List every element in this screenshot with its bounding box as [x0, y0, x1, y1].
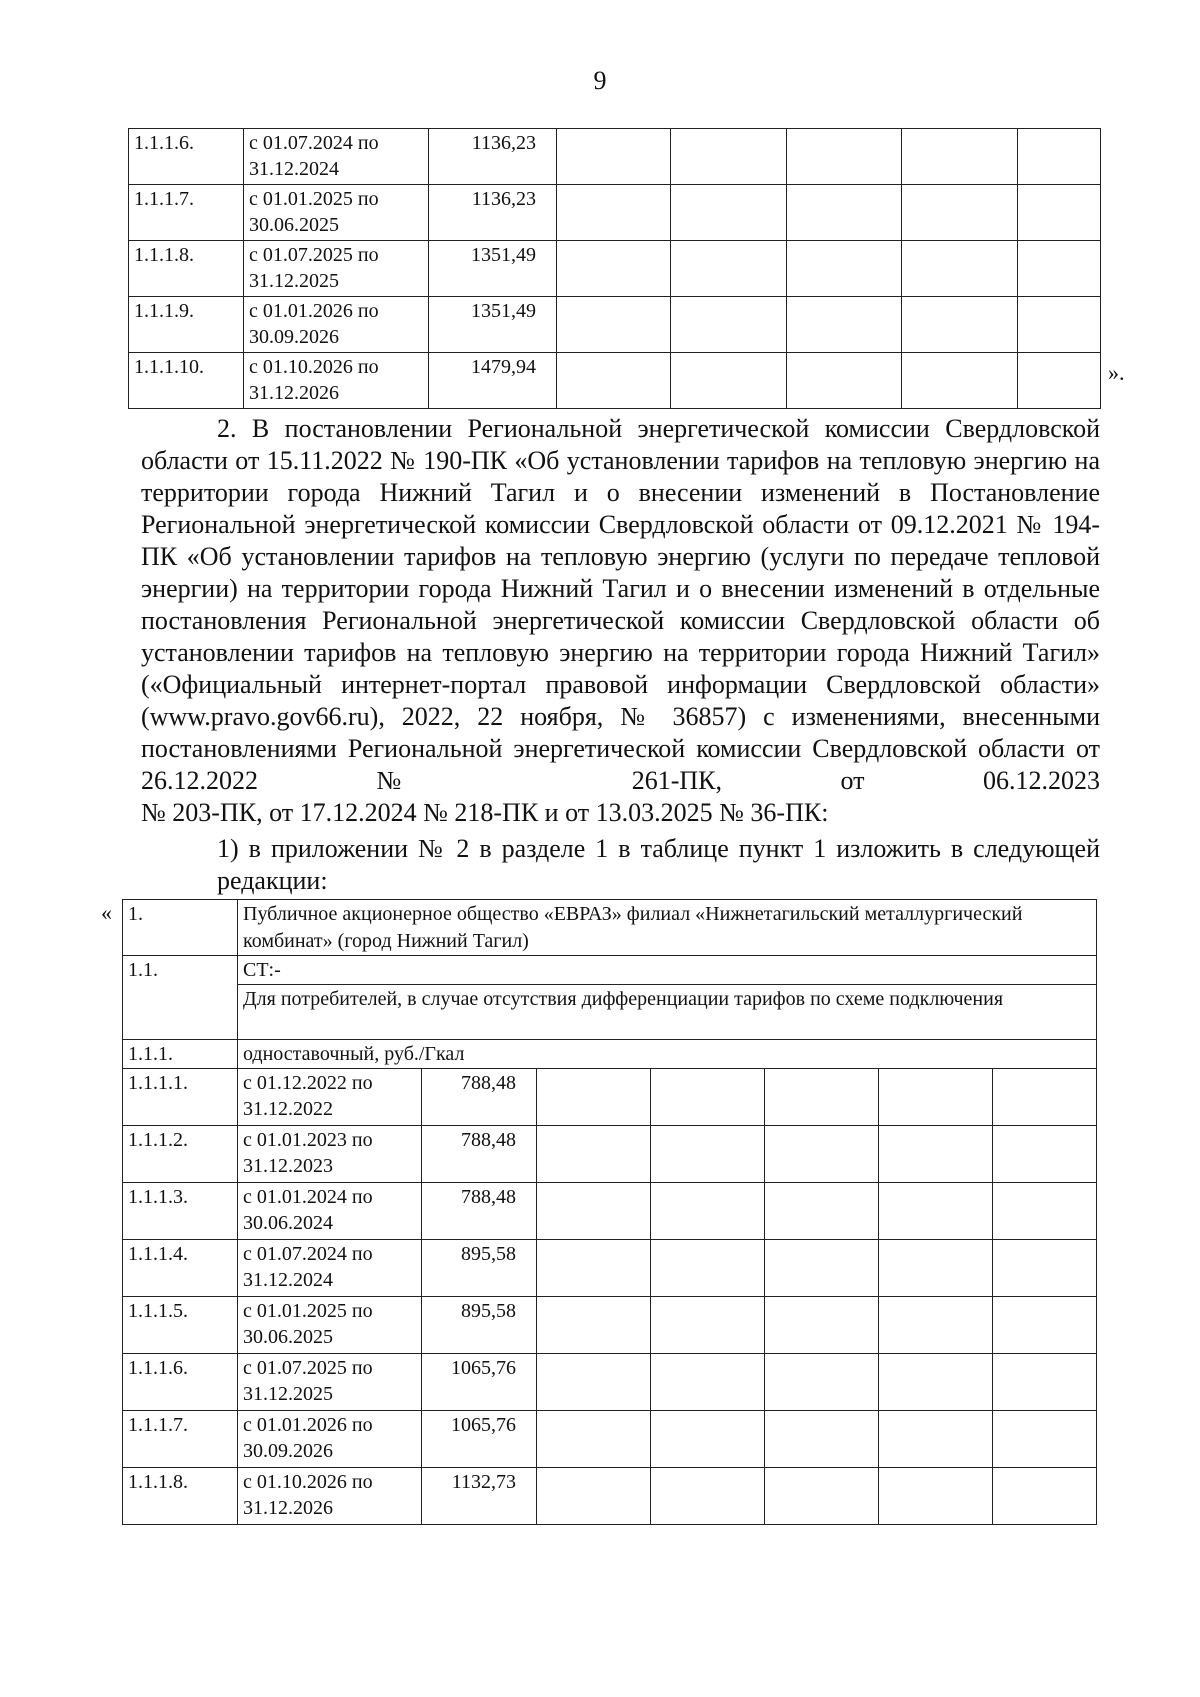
empty-cell: [993, 1240, 1097, 1297]
tariff-value: 1065,76: [422, 1354, 537, 1411]
empty-cell: [879, 1240, 993, 1297]
table-row: [123, 1411, 1097, 1468]
period-cell: с 01.07.2025 по 31.12.2025: [244, 241, 429, 297]
row-code: 1.1.1.1.: [123, 1069, 238, 1126]
tariff-value: 895,58: [422, 1240, 537, 1297]
empty-cell: [902, 297, 1018, 353]
row-code: 1.1.1.3.: [123, 1183, 238, 1240]
empty-cell: [671, 241, 787, 297]
row-code: 1.1.1.10.: [129, 353, 244, 409]
empty-cell: [765, 1069, 879, 1126]
empty-cell: [1018, 129, 1101, 185]
period-cell: с 01.10.2026 по 31.12.2026: [238, 1468, 422, 1525]
instruction-body: 1) в приложении № 2 в разделе 1 в таблице пункт 1 изложить в следующей: [217, 834, 1100, 863]
row-code: 1.1.1.7.: [129, 185, 244, 241]
page-number: 9: [593, 66, 607, 95]
organization-name: Публичное акционерное общество «ЕВРАЗ» филиал «Нижнетагильский металлургический комбинат» (город Нижний Тагил): [238, 900, 1097, 956]
tariff-value: 1351,49: [429, 297, 557, 353]
row-code: 1.1.1.8.: [123, 1468, 238, 1525]
empty-cell: [879, 1411, 993, 1468]
table-row: [129, 353, 1101, 409]
tariff-value: 1479,94: [429, 353, 557, 409]
closing-quote: ».: [1108, 360, 1125, 385]
empty-cell: [1018, 297, 1101, 353]
table-row: [123, 1297, 1097, 1354]
table-row: [123, 900, 1097, 956]
empty-cell: [765, 1297, 879, 1354]
empty-cell: [879, 1183, 993, 1240]
opening-quote: «: [101, 900, 112, 925]
empty-cell: [557, 297, 671, 353]
row-code: 1.1.1.8.: [129, 241, 244, 297]
empty-cell: [557, 129, 671, 185]
row-code: 1.1.1.5.: [123, 1297, 238, 1354]
table-row: [123, 1126, 1097, 1183]
empty-cell: [787, 129, 902, 185]
table-row: [129, 129, 1101, 185]
empty-cell: [879, 1069, 993, 1126]
table-row: [123, 1183, 1097, 1240]
empty-cell: [993, 1297, 1097, 1354]
period-cell: с 01.12.2022 по 31.12.2022: [238, 1069, 422, 1126]
empty-cell: [879, 1126, 993, 1183]
empty-cell: [765, 1126, 879, 1183]
empty-cell: [1018, 353, 1101, 409]
row-code: 1.1.1.: [123, 1040, 238, 1069]
row-code: 1.1.1.6.: [123, 1354, 238, 1411]
empty-cell: [671, 185, 787, 241]
empty-cell: [537, 1183, 651, 1240]
table-row: [123, 1468, 1097, 1525]
empty-cell: [993, 1468, 1097, 1525]
table-row: [123, 956, 1097, 985]
row-code: 1.1.: [123, 956, 238, 1040]
empty-cell: [1018, 241, 1101, 297]
empty-cell: [651, 1468, 765, 1525]
empty-cell: [765, 1240, 879, 1297]
instruction-paragraph: [141, 833, 1100, 897]
tariff-value: 1132,73: [422, 1468, 537, 1525]
tariff-value: 788,48: [422, 1126, 537, 1183]
period-cell: с 01.01.2026 по 30.09.2026: [238, 1411, 422, 1468]
paragraph-last-line: № 203-ПК, от 17.12.2024 № 218-ПК и от 13.03.2025 № 36-ПК:: [141, 798, 829, 827]
system-label: СТ:-: [238, 956, 1097, 985]
tariff-value: 1351,49: [429, 241, 557, 297]
tariff-value: 788,48: [422, 1183, 537, 1240]
table-row: [123, 1069, 1097, 1126]
empty-cell: [902, 353, 1018, 409]
empty-cell: [902, 185, 1018, 241]
empty-cell: [537, 1297, 651, 1354]
period-cell: с 01.01.2023 по 31.12.2023: [238, 1126, 422, 1183]
period-cell: с 01.01.2024 по 30.06.2024: [238, 1183, 422, 1240]
empty-cell: [651, 1126, 765, 1183]
empty-cell: [557, 185, 671, 241]
empty-cell: [902, 241, 1018, 297]
row-code: 1.1.1.9.: [129, 297, 244, 353]
period-cell: с 01.07.2024 по 31.12.2024: [238, 1240, 422, 1297]
empty-cell: [993, 1411, 1097, 1468]
period-cell: с 01.01.2026 по 30.09.2026: [244, 297, 429, 353]
empty-cell: [787, 241, 902, 297]
empty-cell: [787, 297, 902, 353]
empty-cell: [993, 1354, 1097, 1411]
paragraph-first-line: 2. В постановлении Региональной энергетической комиссии Свердловской: [217, 414, 1100, 443]
empty-cell: [765, 1411, 879, 1468]
table-row: [129, 185, 1101, 241]
empty-cell: [993, 1069, 1097, 1126]
empty-cell: [1018, 185, 1101, 241]
empty-cell: [787, 185, 902, 241]
empty-cell: [765, 1183, 879, 1240]
row-code: 1.1.1.4.: [123, 1240, 238, 1297]
tariff-value: 1136,23: [429, 185, 557, 241]
empty-cell: [537, 1354, 651, 1411]
tariff-value: 1136,23: [429, 129, 557, 185]
table-row: [123, 1240, 1097, 1297]
bottom-tariff-table: [122, 899, 1097, 1525]
tariff-value: 1065,76: [422, 1411, 537, 1468]
table-row: [129, 241, 1101, 297]
period-cell: с 01.01.2025 по 30.06.2025: [244, 185, 429, 241]
row-code: 1.1.1.7.: [123, 1411, 238, 1468]
empty-cell: [651, 1069, 765, 1126]
empty-cell: [557, 353, 671, 409]
empty-cell: [671, 297, 787, 353]
empty-cell: [651, 1183, 765, 1240]
empty-cell: [537, 1240, 651, 1297]
top-tariff-table: [128, 128, 1101, 409]
table-row: [123, 1040, 1097, 1069]
empty-cell: [537, 1069, 651, 1126]
empty-cell: [651, 1240, 765, 1297]
period-cell: с 01.01.2025 по 30.06.2025: [238, 1297, 422, 1354]
table-row: [129, 297, 1101, 353]
row-code: 1.1.1.6.: [129, 129, 244, 185]
period-cell: с 01.07.2024 по 31.12.2024: [244, 129, 429, 185]
period-cell: с 01.10.2026 по 31.12.2026: [244, 353, 429, 409]
empty-cell: [537, 1468, 651, 1525]
tariff-type: одноставочный, руб./Гкал: [238, 1040, 1097, 1069]
empty-cell: [671, 129, 787, 185]
instruction-last-line: редакции:: [217, 866, 328, 895]
table-row: [123, 985, 1097, 1040]
empty-cell: [651, 1354, 765, 1411]
empty-cell: [993, 1126, 1097, 1183]
empty-cell: [787, 353, 902, 409]
empty-cell: [879, 1354, 993, 1411]
empty-cell: [993, 1183, 1097, 1240]
row-code: 1.1.1.2.: [123, 1126, 238, 1183]
paragraph-body: области от 15.11.2022 № 190-ПК «Об установлении тарифов на тепловую энергию на территории города Нижний Тагил и о внесении изменений в Постановление Региональной энергетической комиссии Свердловской области от 09.12.2021 № 194-ПК «Об установлении тарифов на тепловую энергию (услуги по передаче тепловой энергии) на территории города Нижний Тагил и о внесении изменений в отдельные постановления Региональной энергетической комиссии Свердловской области об установлении тарифов на тепловую энергию на территории города Нижний Тагил» («Официальный интернет-портал правовой информации Свердловской области» (www.pravo.gov66.ru), 2022, 22 ноября, № 36857) с изменениями, внесенными постановлениями Региональной энергетической комиссии Свердловской области от 26.12.2022 № 261-ПК, от 06.12.2023: [141, 446, 1100, 795]
empty-cell: [651, 1411, 765, 1468]
tariff-value: 895,58: [422, 1297, 537, 1354]
empty-cell: [537, 1126, 651, 1183]
empty-cell: [879, 1468, 993, 1525]
row-code: 1.: [123, 900, 238, 956]
empty-cell: [671, 353, 787, 409]
empty-cell: [537, 1411, 651, 1468]
amendment-paragraph: [141, 413, 1100, 829]
consumer-description: Для потребителей, в случае отсутствия дифференциации тарифов по схеме подключения: [238, 985, 1097, 1040]
empty-cell: [765, 1354, 879, 1411]
empty-cell: [879, 1297, 993, 1354]
empty-cell: [557, 241, 671, 297]
table-row: [123, 1354, 1097, 1411]
empty-cell: [902, 129, 1018, 185]
period-cell: с 01.07.2025 по 31.12.2025: [238, 1354, 422, 1411]
tariff-value: 788,48: [422, 1069, 537, 1126]
empty-cell: [765, 1468, 879, 1525]
empty-cell: [651, 1297, 765, 1354]
